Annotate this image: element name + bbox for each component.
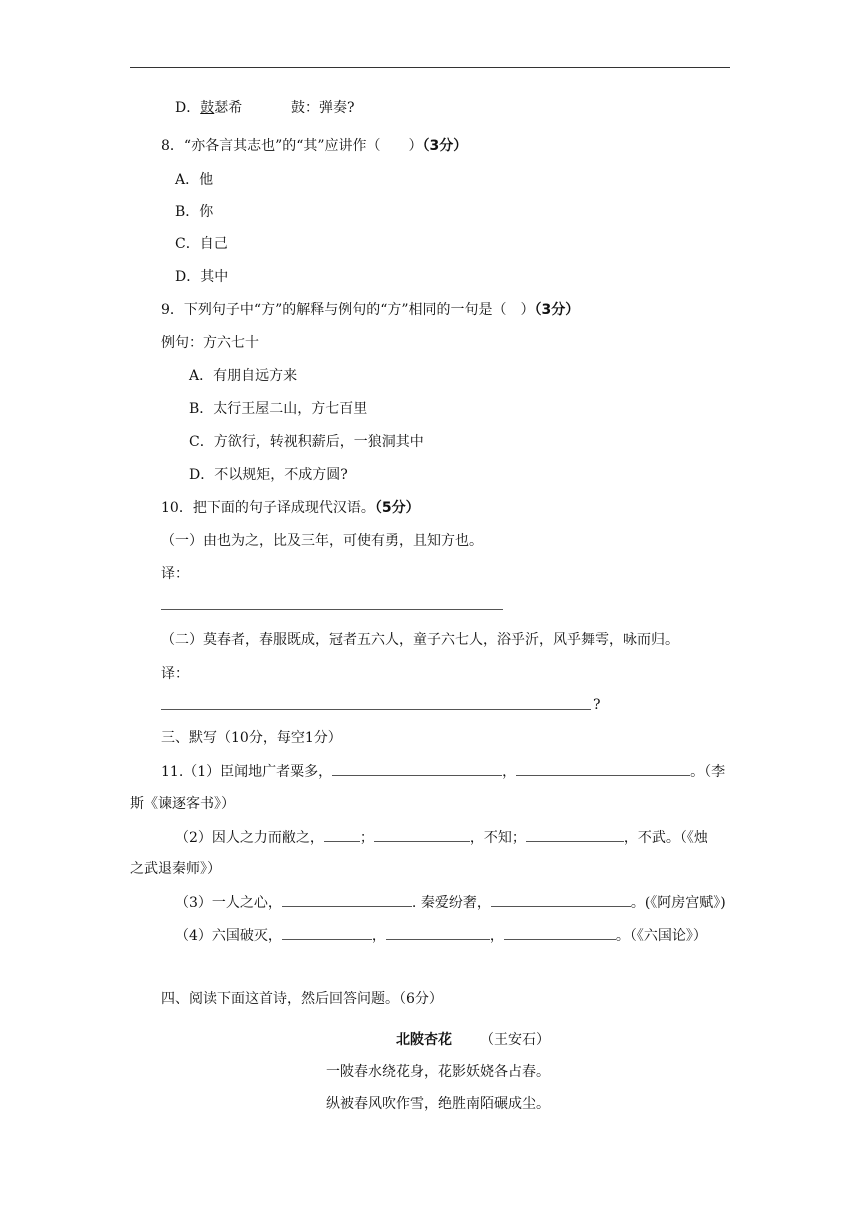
q8-option-d: D．其中 bbox=[175, 269, 229, 285]
q8-score: （3分） bbox=[422, 138, 468, 154]
q11-3-mid: . 秦爱纷奢， bbox=[411, 895, 491, 911]
q7-d-label: D． bbox=[175, 100, 201, 116]
q8-stem bbox=[161, 136, 467, 156]
q10-end-mark: ? bbox=[593, 697, 601, 713]
q11-4-blank-2[interactable] bbox=[386, 925, 490, 940]
poem-header bbox=[396, 1030, 550, 1050]
q8-option-a: A．他 bbox=[175, 172, 214, 188]
header-rule bbox=[130, 67, 730, 68]
poem-author: （王安石） bbox=[480, 1032, 550, 1048]
q9-stem bbox=[161, 300, 579, 320]
q8-option-c: C．自己 bbox=[175, 236, 228, 252]
q11-1-suffix: 。（李 bbox=[690, 764, 726, 780]
q11-3-blank-2[interactable] bbox=[491, 892, 631, 907]
q11-1-prefix: 11.（1）臣闻地广者粟多， bbox=[161, 764, 333, 780]
q11-4-blank-1[interactable] bbox=[282, 925, 372, 940]
q11-line2-cont: 之武退秦师》） bbox=[130, 861, 221, 877]
q7-d-explain: 鼓：弹奏? bbox=[291, 100, 355, 116]
q11-2-suffix: ，不武。（《烛 bbox=[623, 830, 708, 846]
q9-score: （3分） bbox=[534, 302, 580, 318]
q10-yi-2: 译： bbox=[161, 666, 189, 682]
q11-3-prefix: （3）一人之心， bbox=[175, 895, 282, 911]
q9-example: 例句：方六七十 bbox=[161, 335, 259, 351]
q7-option-d bbox=[175, 98, 242, 118]
q10-stem bbox=[161, 498, 420, 518]
q11-2-blank-1[interactable] bbox=[324, 827, 360, 842]
q11-4-sep2: ， bbox=[489, 928, 504, 944]
q9-option-a: A．有朋自远方来 bbox=[189, 368, 298, 384]
q10-answer-line-1[interactable] bbox=[161, 595, 503, 610]
q11-line1 bbox=[161, 761, 725, 782]
q9-option-b: B．太行王屋二山，方七百里 bbox=[189, 401, 368, 417]
poem-line-1: 一陂春水绕花身，花影妖娆各占春。 bbox=[326, 1064, 550, 1080]
q11-2-blank-3[interactable] bbox=[526, 827, 624, 842]
q8-option-b: B．你 bbox=[175, 204, 214, 220]
section3-heading: 三、默写（10分，每空1分） bbox=[161, 730, 342, 746]
q11-1-blank-2[interactable] bbox=[516, 761, 690, 776]
q10-yi-1: 译： bbox=[161, 566, 189, 582]
q11-line1-cont: 斯《谏逐客书》） bbox=[130, 796, 235, 812]
q11-2-blank-2[interactable] bbox=[374, 827, 470, 842]
q7-d-rest: 瑟希 bbox=[214, 100, 243, 116]
q11-2-sep: ； bbox=[359, 830, 374, 846]
q11-2-mid: ，不知； bbox=[469, 830, 526, 846]
q11-line4 bbox=[175, 925, 707, 946]
q11-1-blank-1[interactable] bbox=[332, 761, 502, 776]
q7-d-underlined: 鼓 bbox=[200, 100, 215, 116]
q11-4-sep1: ， bbox=[371, 928, 386, 944]
q11-1-sep: ， bbox=[502, 764, 517, 780]
section4-heading: 四、阅读下面这首诗，然后回答问题。（6分） bbox=[161, 991, 443, 1007]
q11-2-prefix: （2）因人之力而敝之， bbox=[175, 830, 324, 846]
poem-line-2: 纵被春风吹作雪，绝胜南陌碾成尘。 bbox=[326, 1096, 550, 1112]
q10-score: （5分） bbox=[374, 500, 420, 516]
q10-answer-line-2[interactable] bbox=[161, 695, 591, 710]
q11-4-blank-3[interactable] bbox=[504, 925, 616, 940]
q8-stem-text: 8．“亦各言其志也”的“其”应讲作（ ） bbox=[161, 138, 423, 154]
q11-line3 bbox=[175, 892, 726, 913]
q9-stem-text: 9．下列句子中“方”的解释与例句的“方”相同的一句是（ ） bbox=[161, 302, 535, 318]
q9-option-c: C．方欲行，转视积薪后，一狼洞其中 bbox=[189, 434, 424, 450]
q9-option-d: D．不以规矩，不成方圆? bbox=[189, 467, 348, 483]
q11-3-blank-1[interactable] bbox=[282, 892, 412, 907]
q11-line2 bbox=[175, 827, 708, 848]
q11-4-suffix: 。（《六国论》） bbox=[615, 928, 707, 944]
q11-3-suffix: 。(《阿房宫赋》) bbox=[630, 895, 726, 911]
q11-4-prefix: （4）六国破灭， bbox=[175, 928, 282, 944]
q10-stem-text: 10．把下面的句子译成现代汉语。 bbox=[161, 500, 375, 516]
q10-sentence-1: （一）由也为之，比及三年，可使有勇，且知方也。 bbox=[161, 533, 483, 549]
poem-title: 北陂杏花 bbox=[396, 1032, 452, 1048]
q10-sentence-2: （二）莫春者，春服既成，冠者五六人，童子六七人，浴乎沂，风乎舞雩，咏而归。 bbox=[161, 632, 679, 648]
